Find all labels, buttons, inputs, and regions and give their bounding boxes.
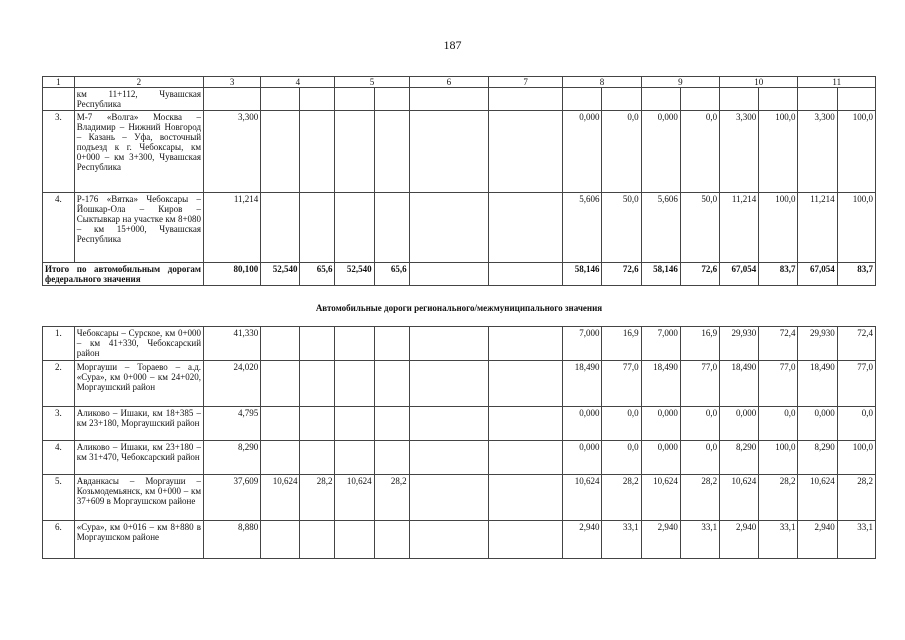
length-cell: 8,880 bbox=[204, 521, 261, 559]
table-row bbox=[43, 111, 876, 193]
header-cell: 11 bbox=[798, 77, 876, 88]
total-value-cell: 83,7 bbox=[837, 263, 875, 286]
value-cell: 10,624 bbox=[720, 475, 759, 521]
value-cell: 0,000 bbox=[563, 407, 602, 441]
header-cell: 8 bbox=[563, 77, 641, 88]
road-name: Аликово – Ишаки, км 18+385 – км 23+180, Моргаушский район bbox=[74, 407, 203, 441]
value-cell: 0,000 bbox=[641, 111, 680, 193]
value-cell: 11,214 bbox=[798, 193, 837, 263]
value-cell bbox=[409, 441, 488, 475]
value-cell bbox=[335, 327, 374, 361]
value-cell: 10,624 bbox=[335, 475, 374, 521]
value-cell: 28,2 bbox=[374, 475, 409, 521]
row-number: 3. bbox=[43, 407, 75, 441]
value-cell: 29,930 bbox=[798, 327, 837, 361]
length-cell: 11,214 bbox=[204, 193, 261, 263]
value-cell bbox=[680, 88, 719, 111]
value-cell bbox=[261, 88, 300, 111]
value-cell: 3,300 bbox=[720, 111, 759, 193]
total-label: Итого по автомобильным дорогам федерального значения bbox=[43, 263, 204, 286]
header-cell: 6 bbox=[409, 77, 488, 88]
section-title: Автомобильные дороги регионального/межмуниципального значения bbox=[315, 303, 603, 313]
value-cell: 72,4 bbox=[759, 327, 798, 361]
value-cell bbox=[374, 441, 409, 475]
value-cell bbox=[335, 521, 374, 559]
total-value-cell: 67,054 bbox=[720, 263, 759, 286]
value-cell: 0,0 bbox=[602, 407, 641, 441]
value-cell bbox=[563, 88, 602, 111]
header-cell: 5 bbox=[335, 77, 409, 88]
value-cell: 100,0 bbox=[837, 111, 875, 193]
value-cell bbox=[335, 361, 374, 407]
length-cell: 24,020 bbox=[204, 361, 261, 407]
value-cell: 16,9 bbox=[602, 327, 641, 361]
value-cell: 0,0 bbox=[680, 441, 719, 475]
value-cell: 10,624 bbox=[261, 475, 300, 521]
value-cell bbox=[374, 407, 409, 441]
table-row bbox=[43, 327, 876, 361]
row-number: 6. bbox=[43, 521, 75, 559]
table-row bbox=[43, 521, 876, 559]
value-cell bbox=[489, 193, 563, 263]
value-cell: 0,000 bbox=[641, 441, 680, 475]
road-name: Авданкасы – Моргауши – Козьмодемьянск, км 0+000 – км 37+609 в Моргаушском районе bbox=[74, 475, 203, 521]
value-cell: 28,2 bbox=[300, 475, 335, 521]
road-name: Чебоксары – Сурское, км 0+000 – км 41+330, Чебоксарский район bbox=[74, 327, 203, 361]
value-cell bbox=[602, 88, 641, 111]
value-cell bbox=[409, 327, 488, 361]
value-cell: 77,0 bbox=[837, 361, 875, 407]
row-number: 3. bbox=[43, 111, 75, 193]
value-cell bbox=[409, 193, 488, 263]
value-cell: 0,0 bbox=[680, 111, 719, 193]
total-value-cell bbox=[489, 263, 563, 286]
total-value-cell: 80,100 bbox=[204, 263, 261, 286]
value-cell bbox=[837, 88, 875, 111]
total-value-cell: 58,146 bbox=[641, 263, 680, 286]
table-row bbox=[43, 475, 876, 521]
header-cell: 4 bbox=[261, 77, 335, 88]
value-cell: 33,1 bbox=[602, 521, 641, 559]
value-cell: 2,940 bbox=[563, 521, 602, 559]
total-value-cell bbox=[409, 263, 488, 286]
value-cell bbox=[489, 407, 563, 441]
value-cell bbox=[335, 441, 374, 475]
road-name: Аликово – Ишаки, км 23+180 – км 31+470, Чебоксарский район bbox=[74, 441, 203, 475]
value-cell: 0,000 bbox=[641, 407, 680, 441]
value-cell bbox=[374, 327, 409, 361]
value-cell: 18,490 bbox=[798, 361, 837, 407]
header-cell: 3 bbox=[204, 77, 261, 88]
value-cell bbox=[335, 88, 374, 111]
value-cell bbox=[261, 361, 300, 407]
value-cell bbox=[300, 441, 335, 475]
value-cell bbox=[300, 193, 335, 263]
total-value-cell: 52,540 bbox=[261, 263, 300, 286]
value-cell bbox=[489, 361, 563, 407]
value-cell bbox=[261, 193, 300, 263]
value-cell bbox=[409, 407, 488, 441]
value-cell bbox=[489, 441, 563, 475]
value-cell: 10,624 bbox=[563, 475, 602, 521]
row-number: 1. bbox=[43, 327, 75, 361]
value-cell bbox=[489, 475, 563, 521]
value-cell: 0,000 bbox=[563, 111, 602, 193]
value-cell bbox=[759, 88, 798, 111]
value-cell: 100,0 bbox=[759, 193, 798, 263]
road-name: «Сура», км 0+016 – км 8+880 в Моргаушском районе bbox=[74, 521, 203, 559]
value-cell: 10,624 bbox=[641, 475, 680, 521]
value-cell: 33,1 bbox=[837, 521, 875, 559]
value-cell: 5,606 bbox=[641, 193, 680, 263]
value-cell bbox=[409, 475, 488, 521]
value-cell: 28,2 bbox=[602, 475, 641, 521]
value-cell: 50,0 bbox=[602, 193, 641, 263]
total-value-cell: 52,540 bbox=[335, 263, 374, 286]
value-cell: 33,1 bbox=[680, 521, 719, 559]
value-cell: 77,0 bbox=[602, 361, 641, 407]
header-cell: 10 bbox=[720, 77, 798, 88]
value-cell: 16,9 bbox=[680, 327, 719, 361]
value-cell bbox=[261, 521, 300, 559]
value-cell bbox=[489, 88, 563, 111]
road-name: км 11+112, Чувашская Республика bbox=[74, 88, 203, 111]
value-cell: 7,000 bbox=[563, 327, 602, 361]
value-cell: 10,624 bbox=[798, 475, 837, 521]
value-cell: 2,940 bbox=[641, 521, 680, 559]
value-cell: 100,0 bbox=[837, 193, 875, 263]
value-cell bbox=[335, 193, 374, 263]
value-cell: 33,1 bbox=[759, 521, 798, 559]
value-cell bbox=[409, 88, 488, 111]
length-cell: 41,330 bbox=[204, 327, 261, 361]
value-cell: 0,000 bbox=[563, 441, 602, 475]
value-cell bbox=[261, 441, 300, 475]
value-cell: 77,0 bbox=[680, 361, 719, 407]
value-cell: 0,0 bbox=[602, 441, 641, 475]
value-cell bbox=[261, 111, 300, 193]
value-cell: 100,0 bbox=[759, 111, 798, 193]
value-cell: 0,000 bbox=[720, 407, 759, 441]
total-row bbox=[43, 263, 876, 286]
value-cell bbox=[409, 361, 488, 407]
value-cell: 0,000 bbox=[798, 407, 837, 441]
length-cell: 3,300 bbox=[204, 111, 261, 193]
value-cell: 2,940 bbox=[798, 521, 837, 559]
value-cell: 28,2 bbox=[837, 475, 875, 521]
table-row bbox=[43, 361, 876, 407]
value-cell bbox=[300, 327, 335, 361]
value-cell: 7,000 bbox=[641, 327, 680, 361]
value-cell bbox=[335, 407, 374, 441]
value-cell: 100,0 bbox=[837, 441, 875, 475]
value-cell: 3,300 bbox=[798, 111, 837, 193]
value-cell: 0,0 bbox=[602, 111, 641, 193]
value-cell: 2,940 bbox=[720, 521, 759, 559]
header-row bbox=[43, 77, 876, 88]
value-cell bbox=[374, 88, 409, 111]
value-cell: 100,0 bbox=[759, 441, 798, 475]
value-cell bbox=[300, 111, 335, 193]
header-cell: 9 bbox=[641, 77, 719, 88]
header-cell: 2 bbox=[74, 77, 203, 88]
value-cell bbox=[300, 88, 335, 111]
page-number: 187 bbox=[443, 38, 462, 52]
header-cell: 1 bbox=[43, 77, 75, 88]
value-cell bbox=[300, 521, 335, 559]
value-cell bbox=[489, 521, 563, 559]
value-cell bbox=[409, 521, 488, 559]
total-value-cell: 72,6 bbox=[680, 263, 719, 286]
table-row bbox=[43, 88, 876, 111]
value-cell bbox=[261, 407, 300, 441]
value-cell bbox=[720, 88, 759, 111]
road-name: Р-176 «Вятка» Чебоксары – Йошкар-Ола – Киров – Сыктывкар на участке км 8+080 – км 15+000, Чувашская Республика bbox=[74, 193, 203, 263]
value-cell: 18,490 bbox=[563, 361, 602, 407]
road-name: Моргауши – Тораево – а.д. «Сура», км 0+000 – км 24+020, Моргаушский район bbox=[74, 361, 203, 407]
value-cell bbox=[489, 327, 563, 361]
row-number bbox=[43, 88, 75, 111]
total-value-cell: 65,6 bbox=[300, 263, 335, 286]
value-cell bbox=[374, 361, 409, 407]
value-cell bbox=[374, 521, 409, 559]
row-number: 2. bbox=[43, 361, 75, 407]
value-cell bbox=[489, 111, 563, 193]
total-value-cell: 58,146 bbox=[563, 263, 602, 286]
value-cell: 72,4 bbox=[837, 327, 875, 361]
regional-roads-table bbox=[42, 326, 876, 559]
table-row bbox=[43, 441, 876, 475]
value-cell: 18,490 bbox=[641, 361, 680, 407]
federal-roads-table bbox=[42, 76, 876, 286]
total-value-cell: 83,7 bbox=[759, 263, 798, 286]
value-cell bbox=[300, 361, 335, 407]
value-cell: 0,0 bbox=[837, 407, 875, 441]
value-cell: 8,290 bbox=[798, 441, 837, 475]
value-cell: 5,606 bbox=[563, 193, 602, 263]
value-cell: 28,2 bbox=[680, 475, 719, 521]
value-cell bbox=[335, 111, 374, 193]
total-value-cell: 72,6 bbox=[602, 263, 641, 286]
road-name: М-7 «Волга» Москва – Владимир – Нижний Новгород – Казань – Уфа, восточный подъезд к г. Чебоксары, км 0+000 – км 3+300, Чувашская Республика bbox=[74, 111, 203, 193]
value-cell: 29,930 bbox=[720, 327, 759, 361]
total-value-cell: 65,6 bbox=[374, 263, 409, 286]
value-cell bbox=[374, 193, 409, 263]
value-cell: 11,214 bbox=[720, 193, 759, 263]
value-cell bbox=[798, 88, 837, 111]
value-cell bbox=[409, 111, 488, 193]
value-cell bbox=[374, 111, 409, 193]
value-cell: 77,0 bbox=[759, 361, 798, 407]
row-number: 4. bbox=[43, 441, 75, 475]
value-cell: 0,0 bbox=[680, 407, 719, 441]
value-cell bbox=[261, 327, 300, 361]
value-cell: 0,0 bbox=[759, 407, 798, 441]
row-number: 4. bbox=[43, 193, 75, 263]
table-row bbox=[43, 193, 876, 263]
length-cell: 4,795 bbox=[204, 407, 261, 441]
value-cell: 8,290 bbox=[720, 441, 759, 475]
value-cell: 28,2 bbox=[759, 475, 798, 521]
length-cell: 37,609 bbox=[204, 475, 261, 521]
length-cell: 8,290 bbox=[204, 441, 261, 475]
header-cell: 7 bbox=[489, 77, 563, 88]
row-number: 5. bbox=[43, 475, 75, 521]
value-cell bbox=[641, 88, 680, 111]
length-cell bbox=[204, 88, 261, 111]
value-cell: 50,0 bbox=[680, 193, 719, 263]
value-cell bbox=[300, 407, 335, 441]
total-value-cell: 67,054 bbox=[798, 263, 837, 286]
table-row bbox=[43, 407, 876, 441]
value-cell: 18,490 bbox=[720, 361, 759, 407]
